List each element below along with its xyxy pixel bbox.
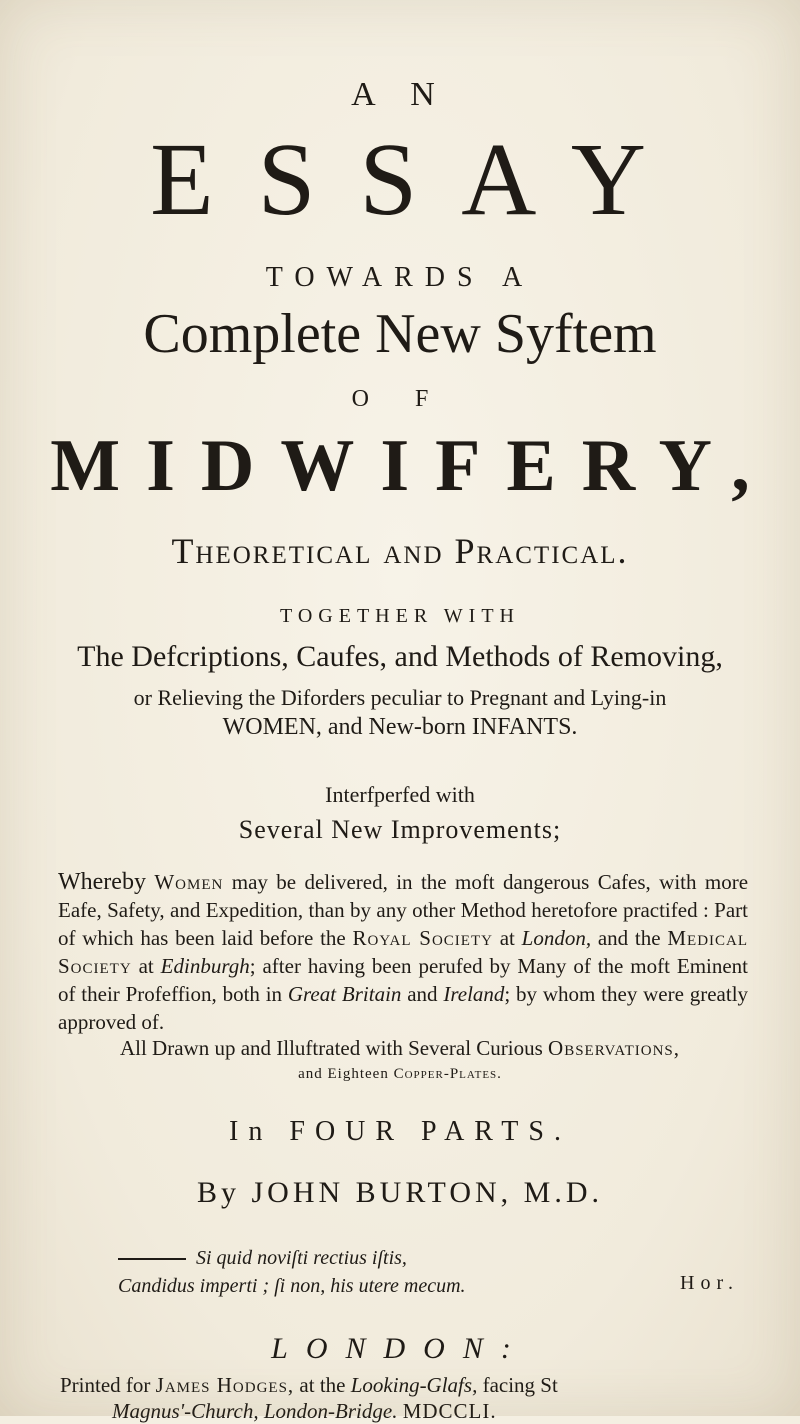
para-and: and [407, 982, 438, 1006]
women-infants-line: WOMEN, and New-born INFANTS. [222, 714, 578, 740]
latin-motto [118, 1244, 718, 1300]
bridge-name: London-Bridge. [263, 1399, 398, 1423]
para-text-1: may be delivered, in the moft dangerous Cafes, with more Eafe, Safety, and Expedition, than by any other Method heretofore practifed : Part of which has been laid before the [58, 870, 749, 950]
para-medical-society: Medical Society [58, 926, 749, 978]
motto-line-1: Si quid noviſti rectius iſtis, [118, 1244, 718, 1272]
para-text-2: ; after having been perufed by Many of the moft Eminent of their Profeffion, both in [58, 954, 749, 1006]
improvements-line: Several New Improvements; [238, 815, 562, 844]
relieving-line: or Relieving the Diforders peculiar to Pregnant and Lying-in [133, 685, 667, 710]
interspersed-line: Interfperfed with [325, 782, 475, 807]
drawn-line [0, 1036, 800, 1061]
motto-attribution: Hor. [680, 1272, 739, 1294]
description-paragraph [58, 868, 748, 1036]
para-first-word: Whereby [58, 869, 146, 895]
descriptions-line: The Defcriptions, Caufes, and Methods of Removing, [77, 640, 723, 673]
imprint-year: MDCCLI. [402, 1399, 497, 1423]
para-at: at [499, 926, 515, 950]
para-at-2: at [138, 954, 154, 978]
motto-dash [118, 1258, 186, 1260]
observations-word: Observations, [548, 1036, 681, 1060]
subtitle-theoretical: Theoretical and Practical. [171, 531, 629, 571]
copper-plates-line [0, 1066, 800, 1083]
imprint [60, 1372, 760, 1424]
church-name: Magnus'-Church, [112, 1399, 259, 1423]
article-word: A N [351, 76, 449, 113]
drawn-text: All Drawn up and Illuftrated with Several Curious [119, 1036, 543, 1060]
para-women: Women [154, 870, 224, 894]
main-title-midwifery: MIDWIFERY, [50, 425, 776, 507]
copper-plates-word: Copper-Plates. [393, 1066, 502, 1082]
subtitle-complete-system: Complete New Syftem [143, 303, 657, 365]
four-parts-line: In FOUR PARTS. [229, 1116, 571, 1147]
shop-sign: Looking-Glafs, [350, 1373, 478, 1397]
para-text-3: ; by whom they were greatly approved of. [58, 982, 749, 1034]
motto-line-2: Candidus imperti ; ſi non, his utere mecum. [118, 1275, 466, 1297]
para-royal-society: Royal Society [352, 926, 493, 950]
imprint-city: LONDON: [271, 1332, 529, 1365]
subtitle-towards: TOWARDS A [265, 262, 535, 293]
subtitle-of: O F [351, 386, 449, 412]
para-edinburgh: Edinburgh [160, 954, 250, 978]
para-great-britain: Great Britain [287, 982, 402, 1006]
printer-name: James Hodges, [155, 1373, 295, 1397]
para-and-the: and the [597, 926, 661, 950]
para-london: London, [521, 926, 592, 950]
together-with-line: TOGETHER WITH [279, 605, 520, 627]
author-line: By JOHN BURTON, M.D. [196, 1176, 603, 1209]
imprint-row-1: Printed for James Hodges, at the Looking-Glafs, facing St [60, 1373, 558, 1397]
para-ireland: Ireland [443, 982, 505, 1006]
main-title-essay: ESSAY [150, 122, 690, 237]
eighteen-text: and Eighteen [298, 1066, 389, 1082]
imprint-row-2 [60, 1398, 760, 1424]
